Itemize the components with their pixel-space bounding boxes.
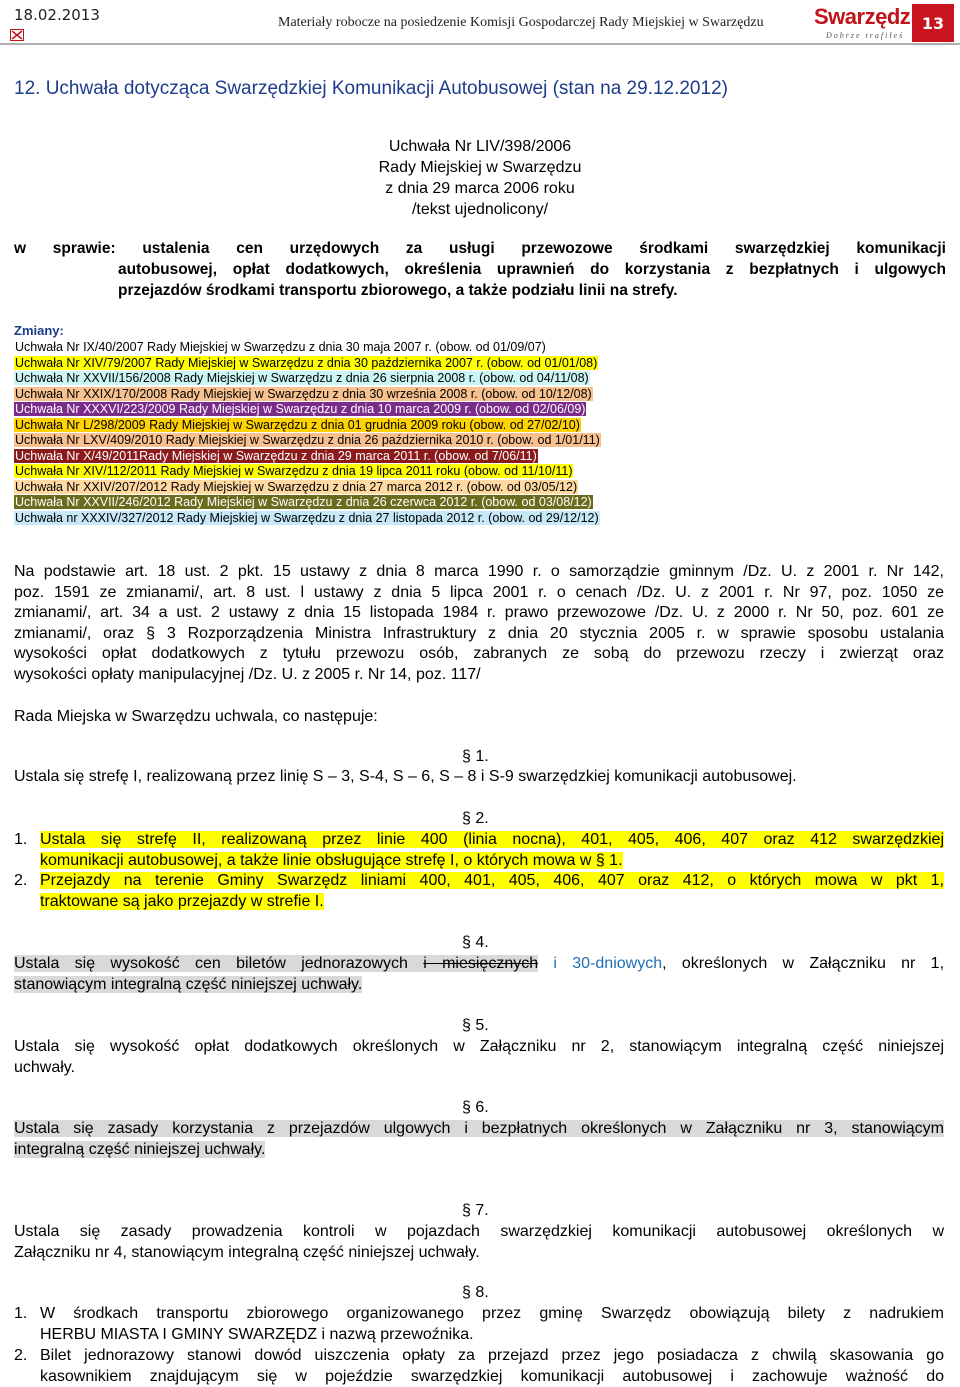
subject-line: przejazdów środkami transportu zbiorowego, a także podziału linii na strefy.	[118, 282, 678, 299]
legal-basis-line: wysokości opłaty manipulacyjnej /Dz. U. z 2005 r. Nr 14, poz. 117/	[14, 665, 481, 683]
paragraph-line: Załączniku nr 4, stanowiącym integralną część niniejszej uchwały.	[14, 1243, 480, 1261]
resolution-note: /tekst ujednolicony/	[411, 201, 549, 218]
change-text: Uchwała Nr LXV/409/2010 Rady Miejskiej w Swarzędzu z dnia 26 października 2010 r. (obow. od 1/01/11)	[15, 433, 600, 447]
change-text: Uchwała Nr XXIX/170/2008 Rady Miejskiej w Swarzędzu z dnia 30 września 2008 r. (obow. od 10/12/08)	[15, 386, 592, 401]
paragraph-5-text	[14, 1037, 944, 1078]
change-text: Uchwała Nr IX/40/2007 Rady Miejskiej w Swarzędzu z dnia 30 maja 2007 r. (obow. od 01/09/07)	[15, 340, 546, 354]
paragraph-4-text	[14, 954, 944, 995]
subject-line: autobusowej, opłat dodatkowych, określenia uprawnień do korzystania z bezpłatnych i ulgowych	[118, 261, 946, 278]
change-text: Uchwała Nr L/298/2009 Rady Miejskiej w Swarzędzu z dnia 01 grudnia 2009 roku (obow. od 27/02/10)	[15, 417, 580, 432]
page-header	[0, 0, 960, 44]
resolution-heading	[0, 136, 960, 220]
item-line: W środkach transportu zbiorowego organizowanego przez gminę Swarzędz obowiązują bilety z nadrukiem	[40, 1305, 944, 1322]
change-item	[14, 418, 601, 434]
paragraph-6-text	[14, 1119, 944, 1160]
legal-basis-line: zmianami/, oraz § 3 Rozporządzenia Ministra Infrastruktury z dnia 20 stycznia 2005 r. w sprawie sposobu ustalania	[14, 624, 944, 642]
change-item	[14, 433, 601, 449]
item-line: Bilet jednorazowy stanowi dowód uiszczenia opłaty za przejazd przez jego posiadacza z chwilą skasowania go	[40, 1347, 944, 1364]
paragraph-number: § 6.	[462, 1099, 489, 1116]
change-text: Uchwała Nr XXIV/207/2012 Rady Miejskiej w Swarzędzu z dnia 27 marca 2012 r. (obow. od 03/05/12)	[15, 479, 578, 494]
change-item	[14, 402, 601, 418]
paragraph-number: § 1.	[462, 748, 489, 765]
change-item	[14, 495, 601, 511]
inserted-text: i 30-dniowych	[538, 955, 663, 972]
struck-text: i miesięcznych	[423, 955, 539, 972]
header-divider	[0, 43, 960, 45]
paragraph-7-text	[14, 1222, 944, 1263]
paragraph-line: integralną część niniejszej uchwały.	[14, 1140, 266, 1158]
header-title: Materiały robocze na posiedzenie Komisji Gospodarczej Rady Miejskiej w Swarzędzu	[278, 15, 764, 30]
changes-list	[14, 340, 601, 526]
list-number: 1.	[14, 831, 28, 848]
item-line: HERBU MIASTA I GMINY SWARZĘDZ i nazwą przewoźnika.	[40, 1325, 474, 1343]
legal-basis	[14, 562, 944, 685]
item-line: komunikacji autobusowej, a także linie obsługujące strefę I, o których mowa w § 1.	[40, 851, 623, 869]
change-item	[14, 356, 601, 372]
paragraph-number: § 2.	[462, 810, 489, 827]
page-number-badge: 13	[912, 4, 954, 42]
paragraph-line: Ustala się zasady prowadzenia kontroli w pojazdach swarzędzkiej komunikacji autobusowej określonych w	[14, 1223, 944, 1240]
paragraph-8-item-2	[14, 1346, 944, 1387]
paragraph-line: Ustala się zasady korzystania z przejazdów ulgowych i bezpłatnych określonych w Załączniku nr 3, stanowiącym	[14, 1120, 944, 1137]
legal-basis-line: poz. 1591 ze zmianami/, art. 8 ust. l ustawy z dnia 5 lipca 2001 r. o cenach /Dz. U. z 2001 r. Nr 97, poz. 1050 ze	[14, 583, 944, 601]
paragraph-1-text: Ustala się strefę I, realizowaną przez linię S – 3, S-4, S – 6, S – 8 i S-9 swarzędzkiej komunikacji autobusowej.	[14, 768, 797, 785]
change-item	[14, 340, 601, 356]
paragraph-number: § 8.	[462, 1284, 489, 1301]
change-item	[14, 511, 601, 527]
paragraph-line: Ustala się wysokość opłat dodatkowych określonych w Załączniku nr 2, stanowiącym integralną część niniejszej	[14, 1038, 944, 1055]
legal-basis-line: zmianami/, art. 34 a ust. 2 ustawy z dnia 15 listopada 1984 r. prawo przewozowe /Dz. U. z 2000 r. Nr 50, poz. 601 ze	[14, 604, 944, 621]
paragraph-line: stanowiącym integralną część niniejszej uchwały.	[14, 975, 363, 993]
text-segment: , określonych w Załączniku nr 1,	[662, 955, 945, 972]
change-text: Uchwała Nr XXVII/246/2012 Rady Miejskiej w Swarzędzu z dnia 26 czerwca 2012 r. (obow. od 03/08/12)	[15, 495, 592, 509]
changes-label: Zmiany:	[14, 323, 64, 338]
paragraph-number: § 7.	[462, 1202, 489, 1219]
window-icon	[10, 29, 24, 41]
change-text: Uchwała Nr XIV/79/2007 Rady Miejskiej w Swarzędzu z dnia 30 października 2007 r. (obow. od 01/01/08)	[15, 355, 598, 370]
resolution-number: Uchwała Nr LIV/398/2006	[388, 138, 572, 155]
resolution-subject	[14, 238, 946, 301]
resolution-council: Rady Miejskiej w Swarzędzu	[378, 159, 582, 176]
change-text: Uchwała nr XXXIV/327/2012 Rady Miejskiej w Swarzędzu z dnia 27 listopada 2012 r. (obow. od 29/12/12)	[15, 510, 599, 525]
change-text: Uchwała Nr XXVII/156/2008 Rady Miejskiej w Swarzędzu z dnia 26 sierpnia 2008 r. (obow. od 04/11/08)	[15, 371, 589, 385]
header-date: 18.02.2013	[14, 6, 100, 24]
text-segment: Ustala się wysokość cen biletów jednorazowych	[14, 955, 424, 972]
paragraph-line: uchwały.	[14, 1058, 76, 1076]
change-item	[14, 480, 601, 496]
change-text: Uchwała Nr XXXVI/223/2009 Rady Miejskiej w Swarzędzu z dnia 10 marca 2009 r. (obow. od 02/06/09)	[15, 402, 586, 416]
item-line: kasownikiem znajdującym się w pojeździe swarzędzkiej komunikacji autobusowej i zachowuje ważność do	[40, 1367, 944, 1385]
section-title: 12. Uchwała dotycząca Swarzędzkiej Komunikacji Autobusowej (stan na 29.12.2012)	[14, 78, 728, 99]
paragraph-2-item-2	[14, 871, 944, 912]
change-item	[14, 387, 601, 403]
paragraph-number: § 4.	[462, 934, 489, 951]
change-item	[14, 464, 601, 480]
subject-line: w sprawie: ustalenia cen urzędowych za usługi przewozowe środkami swarzędzkiej komunikacji	[14, 240, 946, 257]
council-statement: Rada Miejska w Swarzędzu uchwala, co następuje:	[14, 708, 378, 725]
swarzedz-logo	[812, 4, 911, 42]
list-number: 2.	[14, 1347, 28, 1364]
paragraph-2-item-1	[14, 830, 944, 871]
change-text: Uchwała Nr X/49/2011Rady Miejskiej w Swarzędzu z dnia 29 marca 2011 r. (obow. od 7/06/11)	[15, 448, 537, 463]
item-line: Ustala się strefę II, realizowaną przez linie 400 (linia nocna), 401, 405, 406, 407 oraz 412 swarzędzkiej	[40, 831, 944, 848]
change-item	[14, 371, 601, 387]
paragraph-number: § 5.	[462, 1017, 489, 1034]
legal-basis-line: Na podstawie art. 18 ust. 2 pkt. 15 ustawy z dnia 8 marca 1990 r. o samorządzie gminnym /Dz. U. z 2001 r. Nr 142,	[14, 563, 944, 580]
paragraph-8-item-1	[14, 1304, 944, 1345]
logo-tagline: Dobrze trafiłeś	[826, 31, 905, 40]
resolution-date: z dnia 29 marca 2006 roku	[385, 180, 575, 197]
item-line: traktowane są jako przejazdy w strefie I.	[40, 892, 324, 910]
list-number: 2.	[14, 872, 28, 889]
change-item	[14, 449, 601, 465]
list-number: 1.	[14, 1305, 28, 1322]
logo-wordmark: Swarzędz	[814, 4, 911, 29]
paragraph-line	[14, 954, 944, 975]
change-text: Uchwała Nr XIV/112/2011 Rady Miejskiej w Swarzędzu z dnia 19 lipca 2011 roku (obow. od 11/10/11)	[15, 464, 573, 478]
legal-basis-line: wysokości opłat dodatkowych z tytułu przewozu osób, zabranych ze sobą do przewozu rzeczy i zwierząt oraz	[14, 645, 944, 662]
item-line: Przejazdy na terenie Gminy Swarzędz liniami 400, 401, 405, 406, 407 oraz 412, o których mowa w pkt 1,	[40, 872, 944, 889]
